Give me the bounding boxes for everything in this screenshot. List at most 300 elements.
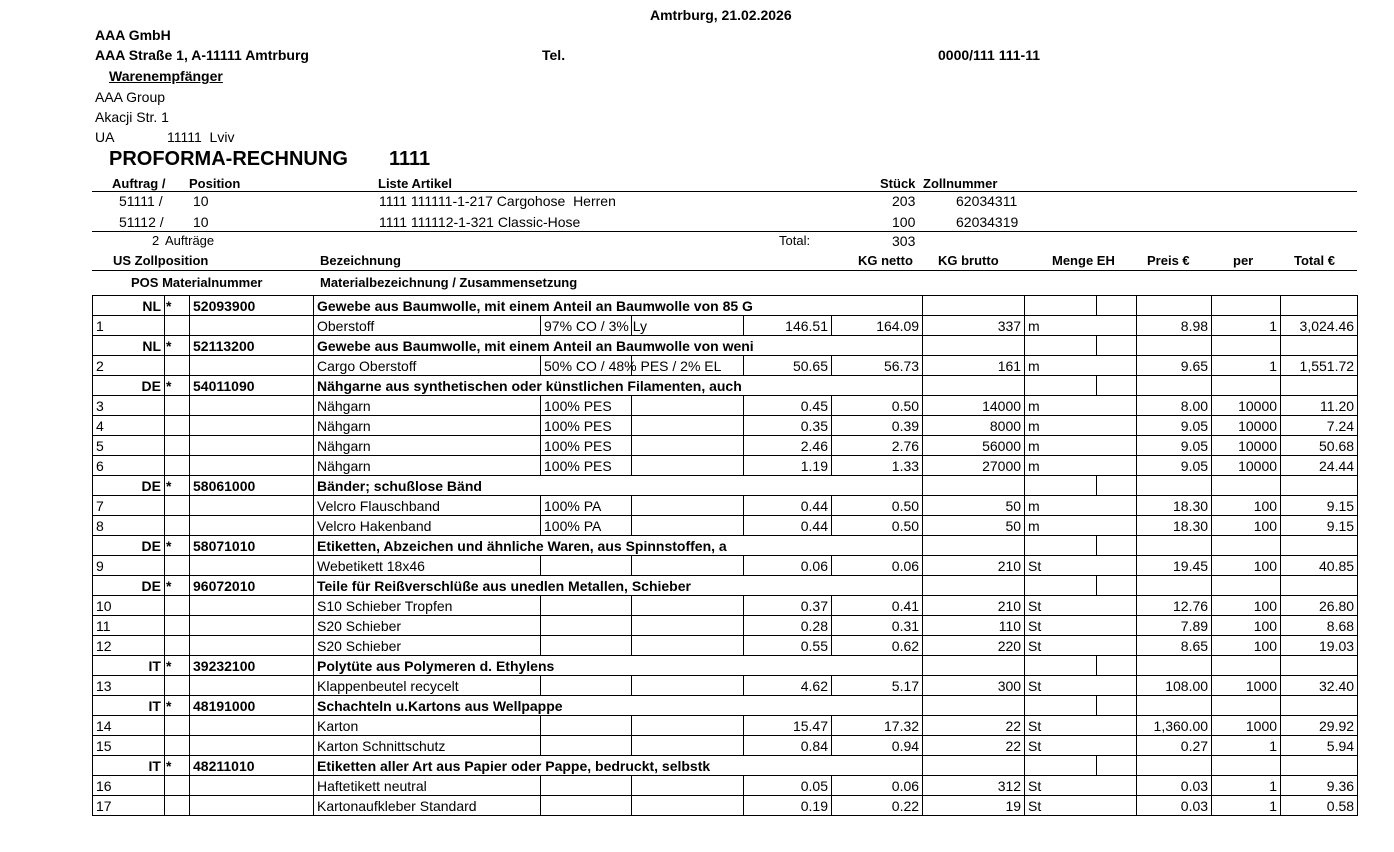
group-empty-cell [1212, 656, 1281, 676]
col-kg-netto: KG netto [858, 253, 913, 268]
col-customs: Zollnummer [923, 176, 998, 191]
item-empty-cell [190, 496, 314, 516]
item-unit: St [1025, 776, 1137, 796]
item-composition [541, 736, 632, 756]
col-kg-brutto: KG brutto [938, 253, 999, 268]
item-per: 10000 [1212, 456, 1281, 476]
item-quantity: 50 [923, 516, 1025, 536]
item-empty-cell [165, 316, 190, 336]
item-quantity: 50 [923, 496, 1025, 516]
item-total: 9.15 [1281, 516, 1358, 536]
item-quantity: 14000 [923, 396, 1025, 416]
line-item-row [93, 356, 1358, 376]
item-kg-netto: 0.45 [744, 396, 832, 416]
col-material-desc: Materialbezeichnung / Zusammensetzung [320, 275, 578, 290]
group-empty-cell [1097, 336, 1137, 356]
order-pieces: 203 [892, 193, 916, 209]
item-composition [541, 596, 632, 616]
group-star: * [165, 656, 190, 676]
item-name: S20 Schieber [314, 616, 541, 636]
sender-address: AAA Straße 1, A-11111 Amtrburg [95, 47, 309, 63]
customs-group-row [93, 656, 1358, 676]
group-empty-cell [1281, 576, 1358, 596]
item-composition [541, 676, 632, 696]
group-empty-cell [1137, 696, 1212, 716]
item-empty-cell [165, 796, 190, 816]
item-empty-cell [632, 676, 744, 696]
group-empty-cell [923, 576, 1025, 596]
col-position: Position [189, 176, 241, 191]
item-pos: 2 [93, 356, 165, 376]
group-empty-cell [1281, 336, 1358, 356]
item-empty-cell [632, 716, 744, 736]
orders-count-label: Aufträge [165, 233, 215, 248]
group-empty-cell [1097, 476, 1137, 496]
col-us-zoll: US Zollposition [113, 253, 209, 268]
item-price: 8.98 [1137, 316, 1212, 336]
item-kg-netto: 0.28 [744, 616, 832, 636]
item-composition: 100% PES [541, 436, 632, 456]
group-empty-cell [1137, 756, 1212, 776]
place-date: Amtrburg, 21.02.2026 [650, 7, 792, 23]
item-composition [541, 556, 632, 576]
item-total: 40.85 [1281, 556, 1358, 576]
item-kg-brutto: 0.31 [832, 616, 923, 636]
item-unit: m [1025, 356, 1137, 376]
item-composition [541, 716, 632, 736]
item-name: Klappenbeutel recycelt [314, 676, 541, 696]
group-empty-cell [1137, 656, 1212, 676]
line-item-row [93, 316, 1358, 336]
col-menge-eh: Menge EH [1052, 253, 1115, 268]
group-description: Teile für Reißverschlüße aus unedlen Metallen, Schieber [314, 576, 923, 596]
group-empty-cell [1137, 376, 1212, 396]
item-kg-brutto: 164.09 [832, 316, 923, 336]
item-empty-cell [632, 316, 744, 336]
item-unit: m [1025, 416, 1137, 436]
item-pos: 10 [93, 596, 165, 616]
item-composition: 97% CO / 3% Ly [541, 316, 632, 336]
item-unit: m [1025, 516, 1137, 536]
item-name: Nähgarn [314, 456, 541, 476]
line-item-row [93, 676, 1358, 696]
col-preis: Preis € [1147, 253, 1190, 268]
item-per: 1 [1212, 736, 1281, 756]
item-price: 8.65 [1137, 636, 1212, 656]
customs-group-row [93, 476, 1358, 496]
col-pieces: Stück [880, 176, 916, 191]
item-per: 10000 [1212, 396, 1281, 416]
group-country: DE [93, 576, 165, 596]
item-kg-netto: 146.51 [744, 316, 832, 336]
group-empty-cell [1025, 376, 1097, 396]
line-items-table [92, 295, 1358, 816]
item-price: 19.45 [1137, 556, 1212, 576]
item-pos: 16 [93, 776, 165, 796]
item-empty-cell [165, 436, 190, 456]
orders-count: 2 [152, 233, 160, 248]
group-empty-cell [1212, 476, 1281, 496]
item-unit: St [1025, 676, 1137, 696]
item-composition [541, 796, 632, 816]
item-quantity: 210 [923, 556, 1025, 576]
customs-group-row [93, 576, 1358, 596]
item-per: 100 [1212, 636, 1281, 656]
group-description: Gewebe aus Baumwolle, mit einem Anteil an Baumwolle von weni [314, 336, 923, 356]
group-customs-code: 39232100 [190, 656, 314, 676]
group-country: DE [93, 536, 165, 556]
item-empty-cell [190, 436, 314, 456]
item-empty-cell [165, 736, 190, 756]
item-per: 10000 [1212, 436, 1281, 456]
item-empty-cell [190, 596, 314, 616]
item-total: 11.20 [1281, 396, 1358, 416]
group-empty-cell [1137, 576, 1212, 596]
group-star: * [165, 296, 190, 316]
item-empty-cell [190, 616, 314, 636]
group-customs-code: 58061000 [190, 476, 314, 496]
item-composition: 100% PES [541, 456, 632, 476]
group-empty-cell [1137, 476, 1212, 496]
customs-group-row [93, 696, 1358, 716]
item-kg-netto: 0.55 [744, 636, 832, 656]
line-item-row [93, 496, 1358, 516]
item-total: 8.68 [1281, 616, 1358, 636]
item-empty-cell [632, 496, 744, 516]
item-pos: 1 [93, 316, 165, 336]
item-total: 9.15 [1281, 496, 1358, 516]
item-empty-cell [632, 416, 744, 436]
item-unit: St [1025, 616, 1137, 636]
item-name: Karton [314, 716, 541, 736]
group-empty-cell [1137, 336, 1212, 356]
line-item-row [93, 516, 1358, 536]
item-empty-cell [632, 396, 744, 416]
item-empty-cell [632, 776, 744, 796]
customs-group-row [93, 296, 1358, 316]
group-empty-cell [1212, 576, 1281, 596]
group-country: IT [93, 656, 165, 676]
item-composition: 100% PA [541, 516, 632, 536]
item-total: 50.68 [1281, 436, 1358, 456]
line-item-row [93, 456, 1358, 476]
item-empty-cell [190, 636, 314, 656]
group-country: DE [93, 476, 165, 496]
item-per: 1000 [1212, 676, 1281, 696]
item-name: S20 Schieber [314, 636, 541, 656]
item-empty-cell [190, 716, 314, 736]
item-price: 108.00 [1137, 676, 1212, 696]
group-empty-cell [923, 656, 1025, 676]
group-star: * [165, 336, 190, 356]
item-price: 18.30 [1137, 516, 1212, 536]
item-kg-brutto: 5.17 [832, 676, 923, 696]
item-per: 100 [1212, 516, 1281, 536]
item-total: 29.92 [1281, 716, 1358, 736]
item-kg-netto: 0.06 [744, 556, 832, 576]
group-empty-cell [1097, 656, 1137, 676]
line-item-row [93, 636, 1358, 656]
group-empty-cell [1025, 536, 1097, 556]
item-empty-cell [190, 796, 314, 816]
group-empty-cell [1281, 536, 1358, 556]
item-empty-cell [190, 416, 314, 436]
group-star: * [165, 476, 190, 496]
group-empty-cell [1281, 696, 1358, 716]
item-empty-cell [190, 736, 314, 756]
item-empty-cell [632, 456, 744, 476]
item-price: 1,360.00 [1137, 716, 1212, 736]
tel-label: Tel. [542, 47, 566, 63]
item-kg-netto: 1.19 [744, 456, 832, 476]
group-empty-cell [1212, 296, 1281, 316]
group-description: Etiketten aller Art aus Papier oder Pappe, bedruckt, selbstk [314, 756, 923, 776]
item-composition: 100% PES [541, 416, 632, 436]
item-empty-cell [165, 516, 190, 536]
item-empty-cell [190, 776, 314, 796]
item-pos: 17 [93, 796, 165, 816]
sender-company: AAA GmbH [95, 27, 171, 43]
group-empty-cell [1025, 576, 1097, 596]
item-name: S10 Schieber Tropfen [314, 596, 541, 616]
line-item-row [93, 736, 1358, 756]
item-composition [541, 776, 632, 796]
customs-group-row [93, 376, 1358, 396]
item-unit: St [1025, 716, 1137, 736]
item-composition: 100% PA [541, 496, 632, 516]
item-kg-netto: 0.35 [744, 416, 832, 436]
item-price: 0.03 [1137, 796, 1212, 816]
group-empty-cell [1212, 336, 1281, 356]
group-country: DE [93, 376, 165, 396]
item-quantity: 312 [923, 776, 1025, 796]
item-pos: 7 [93, 496, 165, 516]
item-quantity: 56000 [923, 436, 1025, 456]
item-empty-cell [190, 676, 314, 696]
item-empty-cell [165, 496, 190, 516]
line-item-row [93, 556, 1358, 576]
item-pos: 5 [93, 436, 165, 456]
tel-value: 0000/111 111-11 [938, 47, 1041, 63]
group-empty-cell [1025, 296, 1097, 316]
group-empty-cell [1025, 656, 1097, 676]
group-customs-code: 48211010 [190, 756, 314, 776]
item-unit: m [1025, 396, 1137, 416]
item-name: Karton Schnittschutz [314, 736, 541, 756]
item-per: 1000 [1212, 716, 1281, 736]
recipient-country: UA [95, 129, 115, 145]
line-item-row [93, 436, 1358, 456]
group-empty-cell [1212, 536, 1281, 556]
item-empty-cell [632, 596, 744, 616]
item-name: Nähgarn [314, 436, 541, 456]
item-empty-cell [190, 356, 314, 376]
item-name: Velcro Flauschband [314, 496, 541, 516]
group-empty-cell [1025, 756, 1097, 776]
item-kg-brutto: 2.76 [832, 436, 923, 456]
group-country: NL [93, 336, 165, 356]
item-empty-cell [165, 676, 190, 696]
item-total: 0.58 [1281, 796, 1358, 816]
group-empty-cell [1097, 296, 1137, 316]
item-per: 100 [1212, 556, 1281, 576]
item-quantity: 337 [923, 316, 1025, 336]
item-kg-netto: 15.47 [744, 716, 832, 736]
group-empty-cell [923, 536, 1025, 556]
item-pos: 12 [93, 636, 165, 656]
group-empty-cell [1097, 376, 1137, 396]
item-per: 100 [1212, 596, 1281, 616]
item-empty-cell [165, 356, 190, 376]
col-total: Total € [1294, 253, 1335, 268]
group-star: * [165, 576, 190, 596]
item-kg-netto: 4.62 [744, 676, 832, 696]
recipient-street: Akacji Str. 1 [95, 109, 169, 125]
group-description: Schachteln u.Kartons aus Wellpappe [314, 696, 923, 716]
item-price: 9.05 [1137, 436, 1212, 456]
orders-total-label: Total: [779, 233, 811, 248]
item-kg-brutto: 0.62 [832, 636, 923, 656]
item-unit: m [1025, 496, 1137, 516]
item-kg-netto: 0.44 [744, 496, 832, 516]
item-quantity: 22 [923, 716, 1025, 736]
recipient-zip-city: 11111 Lviv [167, 129, 235, 145]
group-description: Polytüte aus Polymeren d. Ethylens [314, 656, 923, 676]
item-total: 26.80 [1281, 596, 1358, 616]
group-empty-cell [1025, 336, 1097, 356]
customs-group-row [93, 756, 1358, 776]
item-pos: 13 [93, 676, 165, 696]
item-empty-cell [165, 716, 190, 736]
group-empty-cell [1097, 756, 1137, 776]
item-empty-cell [190, 316, 314, 336]
item-empty-cell [165, 396, 190, 416]
item-quantity: 300 [923, 676, 1025, 696]
col-per: per [1233, 253, 1254, 268]
item-empty-cell [165, 416, 190, 436]
item-composition: 50% CO / 48% PES / 2% EL [541, 356, 632, 376]
item-name: Haftetikett neutral [314, 776, 541, 796]
group-description: Gewebe aus Baumwolle, mit einem Anteil an Baumwolle von 85 G [314, 296, 923, 316]
group-star: * [165, 696, 190, 716]
group-star: * [165, 376, 190, 396]
item-per: 1 [1212, 776, 1281, 796]
item-per: 10000 [1212, 416, 1281, 436]
customs-group-row [93, 536, 1358, 556]
item-empty-cell [165, 596, 190, 616]
item-empty-cell [632, 736, 744, 756]
item-kg-brutto: 0.94 [832, 736, 923, 756]
item-kg-brutto: 0.50 [832, 516, 923, 536]
item-kg-brutto: 0.06 [832, 556, 923, 576]
item-empty-cell [190, 556, 314, 576]
item-kg-netto: 0.05 [744, 776, 832, 796]
item-unit: m [1025, 456, 1137, 476]
group-customs-code: 48191000 [190, 696, 314, 716]
item-empty-cell [165, 616, 190, 636]
item-price: 8.00 [1137, 396, 1212, 416]
item-price: 12.76 [1137, 596, 1212, 616]
line-item-row [93, 596, 1358, 616]
item-empty-cell [165, 636, 190, 656]
item-kg-brutto: 1.33 [832, 456, 923, 476]
item-per: 1 [1212, 356, 1281, 376]
group-star: * [165, 536, 190, 556]
col-bezeichnung: Bezeichnung [320, 253, 401, 268]
columns-rule [92, 270, 1357, 271]
line-item-row [93, 416, 1358, 436]
item-unit: m [1025, 316, 1137, 336]
item-quantity: 27000 [923, 456, 1025, 476]
item-empty-cell [632, 436, 744, 456]
group-customs-code: 52113200 [190, 336, 314, 356]
item-total: 5.94 [1281, 736, 1358, 756]
item-name: Cargo Oberstoff [314, 356, 541, 376]
item-name: Oberstoff [314, 316, 541, 336]
order-customs: 62034311 [956, 193, 1018, 209]
line-item-row [93, 716, 1358, 736]
item-unit: m [1025, 436, 1137, 456]
item-pos: 8 [93, 516, 165, 536]
group-country: NL [93, 296, 165, 316]
col-pos-material: POS Materialnummer [131, 275, 263, 290]
item-composition [541, 616, 632, 636]
item-quantity: 210 [923, 596, 1025, 616]
group-empty-cell [1281, 656, 1358, 676]
item-quantity: 22 [923, 736, 1025, 756]
item-per: 100 [1212, 616, 1281, 636]
item-kg-netto: 0.84 [744, 736, 832, 756]
item-total: 32.40 [1281, 676, 1358, 696]
item-kg-netto: 0.37 [744, 596, 832, 616]
customs-group-row [93, 336, 1358, 356]
item-name: Nähgarn [314, 396, 541, 416]
order-position: 10 [193, 214, 209, 230]
item-empty-cell [632, 796, 744, 816]
group-empty-cell [1281, 756, 1358, 776]
group-customs-code: 52093900 [190, 296, 314, 316]
item-kg-brutto: 56.73 [832, 356, 923, 376]
item-quantity: 220 [923, 636, 1025, 656]
group-description: Etiketten, Abzeichen und ähnliche Waren, aus Spinnstoffen, a [314, 536, 923, 556]
group-empty-cell [1281, 476, 1358, 496]
group-empty-cell [923, 476, 1025, 496]
group-empty-cell [1137, 296, 1212, 316]
document-title: PROFORMA-RECHNUNG [109, 148, 348, 170]
item-kg-netto: 2.46 [744, 436, 832, 456]
item-total: 3,024.46 [1281, 316, 1358, 336]
item-kg-brutto: 0.22 [832, 796, 923, 816]
group-empty-cell [1212, 376, 1281, 396]
item-kg-brutto: 0.06 [832, 776, 923, 796]
item-composition [541, 636, 632, 656]
item-empty-cell [632, 556, 744, 576]
item-price: 18.30 [1137, 496, 1212, 516]
item-per: 1 [1212, 796, 1281, 816]
item-kg-brutto: 0.50 [832, 396, 923, 416]
group-customs-code: 96072010 [190, 576, 314, 596]
group-customs-code: 54011090 [190, 376, 314, 396]
item-pos: 9 [93, 556, 165, 576]
group-empty-cell [1281, 376, 1358, 396]
item-price: 7.89 [1137, 616, 1212, 636]
recipient-label: Warenempfänger [109, 68, 223, 84]
item-unit: St [1025, 636, 1137, 656]
item-price: 0.27 [1137, 736, 1212, 756]
group-description: Nähgarne aus synthetischen oder künstlichen Filamenten, auch [314, 376, 923, 396]
group-empty-cell [1025, 696, 1097, 716]
order-article: 1111 111112-1-321 Classic-Hose [379, 214, 581, 230]
